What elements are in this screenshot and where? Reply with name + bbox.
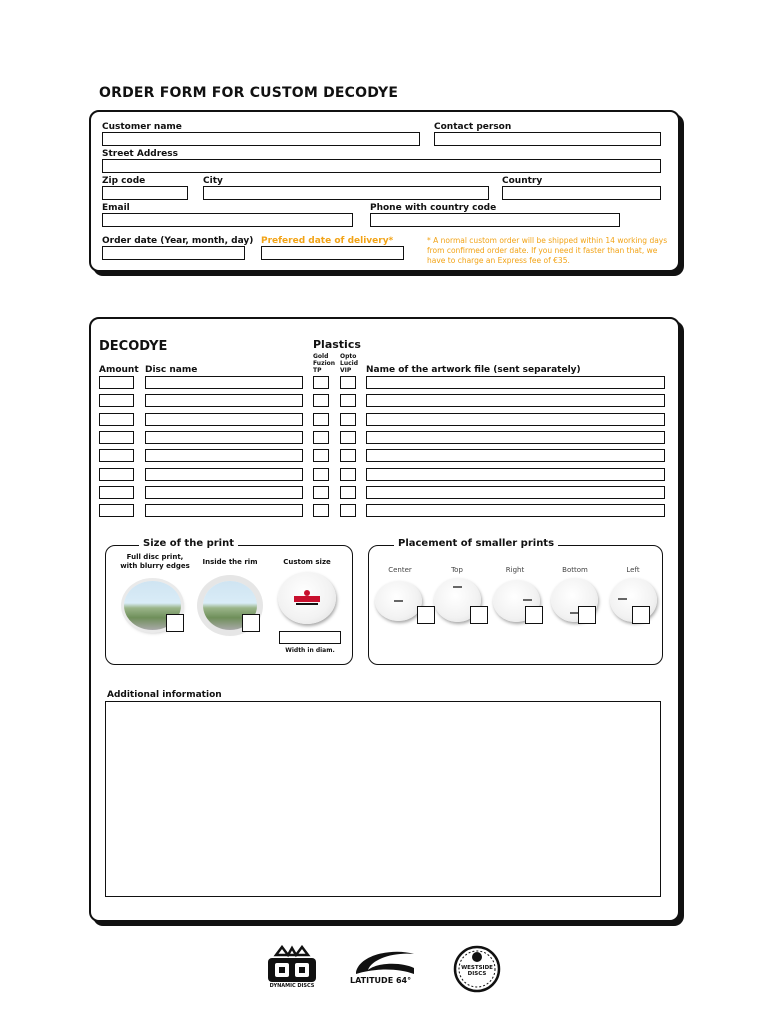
plastic-opto-checkbox[interactable] xyxy=(340,376,356,389)
additional-info-label: Additional information xyxy=(107,690,222,700)
plastic-opto-checkbox[interactable] xyxy=(340,431,356,444)
plastics-title: Plastics xyxy=(313,338,361,351)
plastic-opto-checkbox[interactable] xyxy=(340,486,356,499)
plastic-opto-lucid-vip-label: Opto Lucid VIP xyxy=(340,353,359,374)
artwork-file-cell[interactable] xyxy=(366,504,665,517)
amount-cell[interactable] xyxy=(99,394,134,407)
width-in-diameter-field[interactable] xyxy=(279,631,341,644)
plastic-gold-checkbox[interactable] xyxy=(313,376,329,389)
westside-discs-text: WESTSIDE DISCS xyxy=(461,965,493,977)
custom-size-disc-image xyxy=(278,572,336,624)
country-field[interactable] xyxy=(502,186,661,200)
dynamic-discs-text: DYNAMIC DISCS xyxy=(269,983,315,989)
artwork-label: Name of the artwork file (sent separately) xyxy=(366,365,581,375)
artwork-file-cell[interactable] xyxy=(366,468,665,481)
full-disc-checkbox[interactable] xyxy=(166,614,184,632)
email-field[interactable] xyxy=(102,213,353,227)
country-label: Country xyxy=(502,176,543,186)
placement-left-checkbox[interactable] xyxy=(632,606,650,624)
city-field[interactable] xyxy=(203,186,489,200)
amount-cell[interactable] xyxy=(99,504,134,517)
disc-name-cell[interactable] xyxy=(145,376,303,389)
plastic-opto-checkbox[interactable] xyxy=(340,394,356,407)
artwork-file-cell[interactable] xyxy=(366,376,665,389)
plastic-gold-checkbox[interactable] xyxy=(313,431,329,444)
contact-person-label: Contact person xyxy=(434,122,512,132)
artwork-file-cell[interactable] xyxy=(366,449,665,462)
placement-bottom-checkbox[interactable] xyxy=(578,606,596,624)
preferred-date-field[interactable] xyxy=(261,246,404,260)
inside-rim-checkbox[interactable] xyxy=(242,614,260,632)
city-label: City xyxy=(203,176,223,186)
placement-center-disc xyxy=(375,581,422,621)
street-address-field[interactable] xyxy=(102,159,661,173)
phone-field[interactable] xyxy=(370,213,620,227)
placement-title: Placement of smaller prints xyxy=(394,538,558,549)
customer-name-field[interactable] xyxy=(102,132,420,146)
street-address-label: Street Address xyxy=(102,149,178,159)
inside-rim-label: Inside the rim xyxy=(202,558,258,566)
placement-right-label: Right xyxy=(505,566,525,574)
artwork-file-cell[interactable] xyxy=(366,413,665,426)
plastic-gold-checkbox[interactable] xyxy=(313,449,329,462)
latitude-64-logo xyxy=(348,948,422,988)
print-size-title: Size of the print xyxy=(139,538,238,549)
plastic-opto-checkbox[interactable] xyxy=(340,468,356,481)
plastic-gold-checkbox[interactable] xyxy=(313,413,329,426)
order-date-field[interactable] xyxy=(102,246,245,260)
preferred-date-label: Prefered date of delivery* xyxy=(261,236,394,246)
disc-name-cell[interactable] xyxy=(145,413,303,426)
plastic-gold-checkbox[interactable] xyxy=(313,504,329,517)
contact-person-field[interactable] xyxy=(434,132,661,146)
plastic-opto-checkbox[interactable] xyxy=(340,504,356,517)
delivery-note: * A normal custom order will be shipped within 14 working days from confirmed order date. If you need it faster than that, we have to charge an Express fee of €35. xyxy=(427,236,668,265)
plastic-opto-checkbox[interactable] xyxy=(340,413,356,426)
amount-cell[interactable] xyxy=(99,376,134,389)
latitude-64-text: LATITUDE 64° xyxy=(350,976,412,985)
additional-info-textarea[interactable] xyxy=(105,701,661,897)
placement-top-checkbox[interactable] xyxy=(470,606,488,624)
artwork-file-cell[interactable] xyxy=(366,394,665,407)
artwork-file-cell[interactable] xyxy=(366,486,665,499)
decodye-title: DECODYE xyxy=(99,339,168,354)
page-title: ORDER FORM FOR CUSTOM DECODYE xyxy=(99,85,399,101)
width-in-diameter-label: Width in diam. xyxy=(285,647,335,654)
disc-name-cell[interactable] xyxy=(145,486,303,499)
amount-cell[interactable] xyxy=(99,449,134,462)
dynamic-discs-logo xyxy=(262,945,322,993)
placement-top-label: Top xyxy=(451,566,463,574)
placement-center-checkbox[interactable] xyxy=(417,606,435,624)
email-label: Email xyxy=(102,203,130,213)
artwork-file-cell[interactable] xyxy=(366,431,665,444)
amount-cell[interactable] xyxy=(99,486,134,499)
zip-code-label: Zip code xyxy=(102,176,146,186)
placement-right-checkbox[interactable] xyxy=(525,606,543,624)
amount-cell[interactable] xyxy=(99,413,134,426)
placement-bottom-label: Bottom xyxy=(562,566,588,574)
zip-code-field[interactable] xyxy=(102,186,188,200)
plastic-gold-fuzion-tp-label: Gold Fuzion TP xyxy=(313,353,336,374)
amount-cell[interactable] xyxy=(99,431,134,444)
plastic-opto-checkbox[interactable] xyxy=(340,449,356,462)
plastic-gold-checkbox[interactable] xyxy=(313,486,329,499)
full-disc-label: Full disc print, with blurry edges xyxy=(120,553,190,570)
disc-name-cell[interactable] xyxy=(145,504,303,517)
customer-name-label: Customer name xyxy=(102,122,182,132)
disc-name-cell[interactable] xyxy=(145,449,303,462)
disc-name-label: Disc name xyxy=(145,365,198,375)
custom-size-label: Custom size xyxy=(283,558,331,566)
order-date-label: Order date (Year, month, day) xyxy=(102,236,254,246)
amount-cell[interactable] xyxy=(99,468,134,481)
disc-name-cell[interactable] xyxy=(145,468,303,481)
placement-left-label: Left xyxy=(626,566,640,574)
phone-label: Phone with country code xyxy=(370,203,497,213)
placement-center-label: Center xyxy=(388,566,412,574)
plastic-gold-checkbox[interactable] xyxy=(313,468,329,481)
disc-name-cell[interactable] xyxy=(145,394,303,407)
plastic-gold-checkbox[interactable] xyxy=(313,394,329,407)
disc-name-cell[interactable] xyxy=(145,431,303,444)
amount-label: Amount xyxy=(99,365,139,375)
decodye-logo-icon xyxy=(278,572,336,624)
latitude-64-logo-icon xyxy=(348,948,422,978)
westside-discs-logo xyxy=(453,945,501,993)
